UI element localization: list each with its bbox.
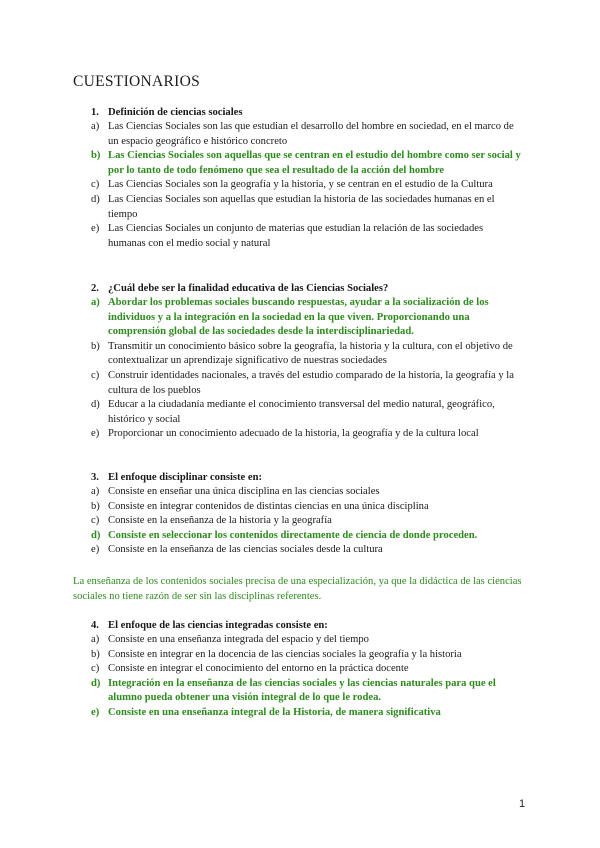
option-letter: a) bbox=[91, 486, 100, 497]
option-c bbox=[91, 369, 521, 398]
option-letter: e) bbox=[91, 706, 100, 718]
option-text: Las Ciencias Sociales un conjunto de materias que estudian la relación de las sociedades humanas con el medio social y natural bbox=[108, 223, 484, 249]
option-text: Construir identidades nacionales, a través del estudio comparado de la historia, la geografía y la cultura de los pueblos bbox=[108, 369, 514, 396]
option-text: Consiste en la enseñanza de la historia y la geografía bbox=[108, 515, 332, 527]
option-d bbox=[91, 193, 521, 222]
option-text: Las Ciencias Sociales son aquellas que estudian la historia de las sociedades humanas en el tiempo bbox=[108, 193, 495, 220]
option-text: Consiste en integrar en la docencia de las ciencias sociales la geografía y la historia bbox=[108, 648, 462, 660]
option-b bbox=[91, 500, 521, 515]
option-text: Consiste en enseñar una única disciplina en las ciencias sociales bbox=[108, 486, 380, 497]
option-text: Consiste en una enseñanza integrada del espacio y del tiempo bbox=[108, 634, 369, 645]
question-number: 3. bbox=[91, 472, 99, 483]
option-e-correct bbox=[91, 706, 521, 721]
option-letter: c) bbox=[91, 515, 100, 527]
option-letter: b) bbox=[91, 340, 100, 352]
question-3 bbox=[91, 471, 521, 558]
question-number: 1. bbox=[91, 107, 99, 118]
option-a-correct bbox=[91, 296, 521, 340]
explanatory-note: La enseñanza de los contenidos sociales precisa de una especialización, ya que la didáctica de las ciencias sociales no tiene razón de ser sin las disciplinas referentes. bbox=[73, 576, 522, 602]
option-letter: e) bbox=[91, 428, 100, 440]
option-e bbox=[91, 427, 521, 442]
option-text: Consiste en integrar el conocimiento del entorno en la práctica docente bbox=[108, 663, 409, 675]
option-text: Las Ciencias Sociales son aquellas que se centran en el estudio del hombre como ser social y por lo tanto de todo fenómeno que sea el resultado de la acción del hombre bbox=[108, 150, 521, 176]
option-b bbox=[91, 340, 521, 369]
option-text: Consiste en integrar contenidos de distintas ciencias en una única disciplina bbox=[108, 500, 429, 512]
option-letter: d) bbox=[91, 677, 101, 689]
option-text: Integración en la enseñanza de las ciencias sociales y las ciencias naturales para que el alumno pueda obtener una visión integral de lo que le rodea. bbox=[108, 677, 496, 704]
option-a bbox=[91, 633, 521, 648]
option-text: Consiste en la enseñanza de las ciencias sociales desde la cultura bbox=[108, 544, 383, 556]
option-d-correct bbox=[91, 677, 521, 706]
option-letter: e) bbox=[91, 223, 100, 235]
option-text: Educar a la ciudadanía mediante el conocimiento transversal del medio natural, geográfico, histórico y social bbox=[108, 399, 495, 425]
option-text: Abordar los problemas sociales buscando respuestas, ayudar a la socialización de los individuos y a la integración en la sociedad en la que viven. Proporcionando una comprensión global de las sociedades desde la interdisciplinariedad. bbox=[108, 297, 489, 338]
option-letter: d) bbox=[91, 399, 100, 411]
option-e bbox=[91, 222, 521, 251]
option-c bbox=[91, 514, 521, 529]
option-d-correct bbox=[91, 529, 521, 544]
option-letter: b) bbox=[91, 648, 100, 660]
option-a bbox=[91, 120, 521, 149]
question-number: 4. bbox=[91, 620, 99, 631]
question-1 bbox=[91, 106, 521, 251]
option-letter: a) bbox=[91, 634, 100, 645]
question-heading bbox=[91, 106, 521, 120]
option-letter: a) bbox=[91, 121, 100, 132]
option-a bbox=[91, 485, 521, 500]
question-text: El enfoque disciplinar consiste en: bbox=[108, 472, 263, 483]
option-letter: c) bbox=[91, 179, 100, 191]
option-letter: b) bbox=[91, 150, 101, 162]
option-letter: b) bbox=[91, 500, 100, 512]
question-number: 2. bbox=[91, 283, 99, 294]
option-letter: a) bbox=[91, 297, 100, 308]
option-letter: c) bbox=[91, 369, 100, 381]
option-c bbox=[91, 178, 521, 193]
option-letter: e) bbox=[91, 544, 100, 556]
option-text: Consiste en una enseñanza integral de la Historia, de manera significativa bbox=[108, 706, 441, 718]
question-heading bbox=[91, 282, 521, 296]
option-b-correct bbox=[91, 149, 521, 178]
page-number: 1 bbox=[519, 798, 526, 810]
option-text: Las Ciencias Sociales son la geografía y la historia, y se centran en el estudio de la Cultura bbox=[108, 179, 493, 191]
question-text: El enfoque de las ciencias integradas consiste en: bbox=[108, 620, 328, 631]
question-2 bbox=[91, 282, 521, 442]
question-text: Definición de ciencias sociales bbox=[108, 107, 243, 118]
option-text: Proporcionar un conocimiento adecuado de la historia, la geografía y de la cultura local bbox=[108, 428, 479, 440]
option-letter: c) bbox=[91, 663, 100, 675]
question-text: ¿Cuál debe ser la finalidad educativa de las Ciencias Sociales? bbox=[108, 283, 389, 294]
option-text: Las Ciencias Sociales son las que estudian el desarrollo del hombre en sociedad, en el marco de un espacio geográfico e histórico concreto bbox=[108, 121, 514, 147]
option-d bbox=[91, 398, 521, 427]
option-letter: d) bbox=[91, 193, 100, 205]
option-letter: d) bbox=[91, 529, 101, 541]
option-text: Transmitir un conocimiento básico sobre la geografía, la historia y la cultura, con el objetivo de contextualizar un aprendizaje significativo de nuestras sociedades bbox=[108, 340, 513, 367]
page-title: CUESTIONARIOS bbox=[73, 73, 201, 90]
question-heading bbox=[91, 471, 521, 485]
question-heading bbox=[91, 619, 521, 633]
option-c bbox=[91, 662, 521, 677]
option-text: Consiste en seleccionar los contenidos directamente de ciencia de donde proceden. bbox=[108, 529, 478, 541]
question-4 bbox=[91, 619, 521, 721]
option-b bbox=[91, 648, 521, 663]
option-e bbox=[91, 543, 521, 558]
